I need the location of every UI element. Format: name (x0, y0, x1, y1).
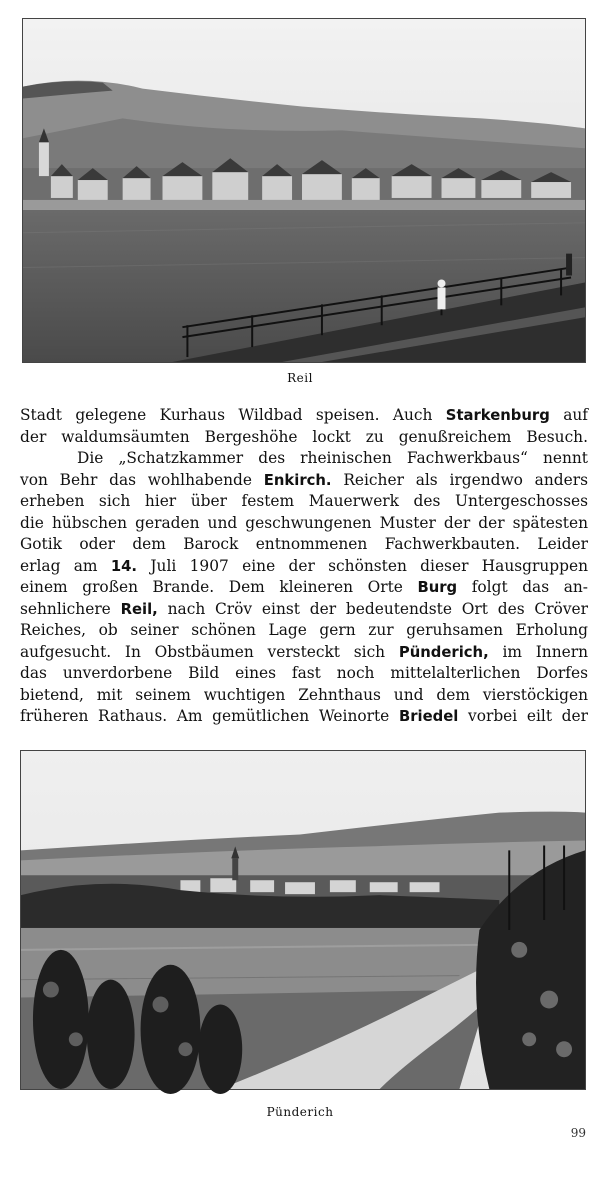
puenderich-photo (20, 750, 586, 1090)
text-line: früheren Rathaus. Am gemütlichen Weinorte Briedel vorbei eilt der (20, 707, 588, 725)
text-line: der waldumsäumten Bergeshöhe lockt zu genußreichem Besuch. (20, 427, 588, 446)
figure-caption-reil: Reil (287, 371, 313, 385)
text-line: Die „Schatzkammer des rheinischen Fachwerkbaus“ nennt (77, 449, 588, 467)
reil-landscape-image (23, 19, 585, 362)
text-line: erlag am 14. Juli 1907 eine der schönsten dieser Hausgruppen (20, 556, 588, 575)
text-line: Gotik oder dem Barock entnommenen Fachwerkbauten. Leider (20, 535, 588, 553)
page-number: 99 (570, 1126, 586, 1140)
text-line: das unverdorbene Bild eines fast noch mittelalterlichen Dorfes (20, 664, 588, 682)
text-line: Stadt gelegene Kurhaus Wildbad speisen. Auch Starkenburg auf (20, 406, 588, 424)
text-line: sehnlichere Reil, nach Cröv einst der bedeutendste Ort des Cröver (20, 599, 588, 618)
figure-caption-puenderich: Pünderich (266, 1105, 334, 1119)
reil-photo (22, 18, 586, 363)
text-line: die hübschen geraden und geschwungenen Muster der der spätesten (20, 513, 588, 532)
text-line: aufgesucht. In Obstbäumen versteckt sich Pünderich, im Innern (20, 642, 588, 661)
text-line: bietend, mit seinem wuchtigen Zehnthaus und dem vierstöckigen (20, 685, 588, 704)
text-line: erheben sich hier über festem Mauerwerk des Untergeschosses (20, 492, 588, 510)
text-line: einem großen Brande. Dem kleineren Orte Burg folgt das an- (20, 578, 588, 596)
text-line: von Behr das wohlhabende Enkirch. Reicher als irgendwo anders (20, 470, 588, 489)
body-text (20, 405, 588, 728)
text-line: Reiches, ob seiner schönen Lage gern zur geruhsamen Erholung (20, 621, 588, 639)
puenderich-landscape-image (21, 751, 585, 1089)
